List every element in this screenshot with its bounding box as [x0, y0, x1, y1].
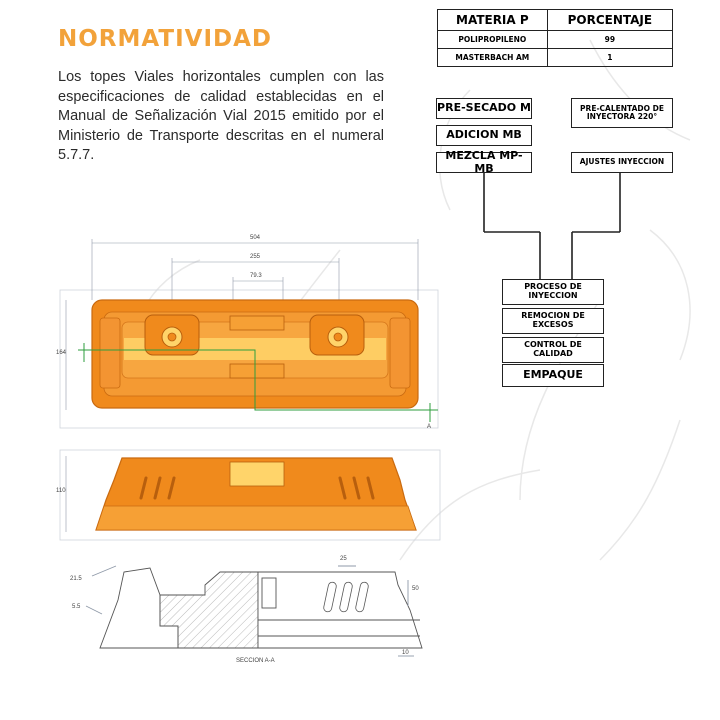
dim-length: 504	[250, 235, 261, 241]
dim-base: 10	[402, 650, 409, 656]
side-view-part	[96, 458, 416, 530]
flow-step-pre-calentado: PRE-CALENTADO DE INYECTORA 220°	[571, 98, 673, 128]
material-cell: POLIPROPILENO	[438, 31, 548, 49]
flow-step-proceso-inyeccion: PROCESO DE INYECCION	[502, 279, 604, 305]
dim-chamfer: 21.5	[70, 576, 82, 582]
flow-step-mezcla: MEZCLA MP-MB	[436, 152, 532, 173]
material-header: MATERIA P	[438, 10, 548, 31]
flow-step-control: CONTROL DE CALIDAD	[502, 337, 604, 363]
page-heading: NORMATIVIDAD	[58, 26, 273, 52]
dim-slot-spacing: 25	[340, 556, 347, 562]
percentage-cell: 1	[547, 49, 672, 67]
dim-side-height: 110	[56, 488, 66, 494]
cut-marker-label: A	[427, 424, 432, 430]
flow-step-ajustes: AJUSTES INYECCION	[571, 152, 673, 173]
percentage-header: PORCENTAJE	[547, 10, 672, 31]
dim-height: 164	[56, 350, 67, 356]
material-cell: MASTERBACH AM	[438, 49, 548, 67]
section-label: SECCION A-A	[236, 658, 275, 664]
flow-step-adicion-mb: ADICION MB	[436, 125, 532, 146]
dim-section-height: 50	[412, 586, 419, 592]
flow-step-empaque: EMPAQUE	[502, 364, 604, 387]
dim-center: 79.3	[250, 273, 262, 279]
intro-paragraph: Los topes Viales horizontales cumplen con las especificaciones de calidad establecidas en el Manual de Señalización Vial 2015 emitido por el Ministerio de Transporte descritas en el numeral 5.7.7.	[58, 69, 384, 163]
dim-edge: 5.5	[72, 604, 81, 610]
flow-step-pre-secado: PRE-SECADO M	[436, 98, 532, 119]
dim-inner: 255	[250, 254, 261, 260]
section-view	[86, 566, 422, 656]
percentage-cell: 99	[547, 31, 672, 49]
flow-step-remocion: REMOCION DE EXCESOS	[502, 308, 604, 334]
